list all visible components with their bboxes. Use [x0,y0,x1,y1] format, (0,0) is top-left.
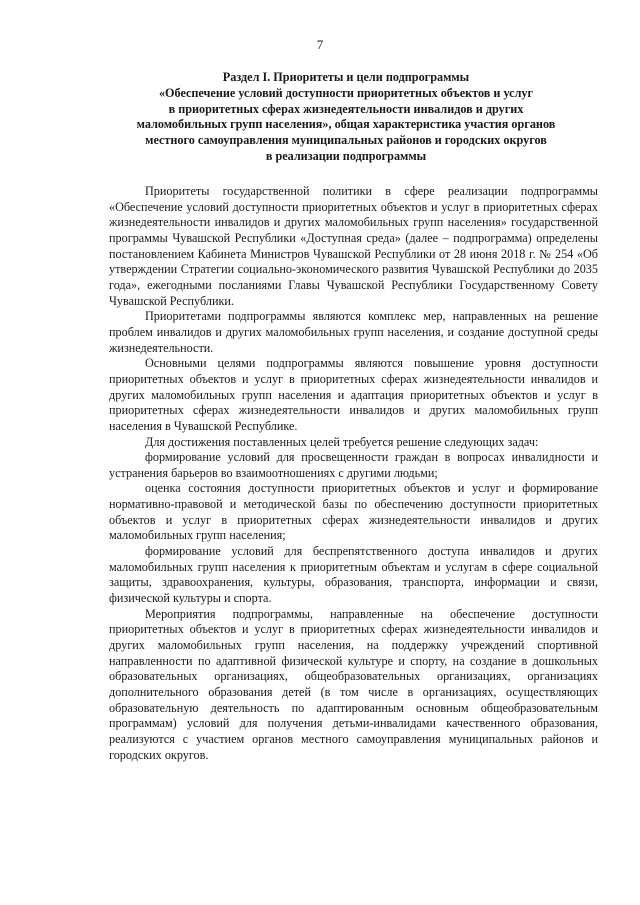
paragraph-subprogram-priorities: Приоритетами подпрограммы являются комплекс мер, направленных на решение проблем инвалидов и других маломобильных групп населения, и создание доступной среды жизнедеятельности. [109,309,598,355]
paragraph-priorities: Приоритеты государственной политики в сфере реализации подпрограммы «Обеспечение условий доступности приоритетных объектов и услуг в приоритетных сферах жизнедеятельности инвалидов и других маломобильных групп населения» государственной программы Чувашской Республики «Доступная среда» (далее – подпрограмма) определены постановлением Кабинета Министров Чувашской Республики от 28 июня 2018 г. № 254 «Об утверждении Стратегии социально-экономического развития Чувашской Республики до 2035 года», ежегодными посланиями Главы Чувашской Республики Государственному Совету Чувашской Республики. [109,184,598,308]
section-heading [96,70,596,165]
body-text [109,184,598,763]
paragraph-task-assessment: оценка состояния доступности приоритетных объектов и услуг и формирование нормативно-правовой и методической базы по обеспечению доступности приоритетных объектов и услуг в приоритетных сферах жизнедеятельности инвалидов и других маломобильных групп населения; [109,481,598,543]
section-heading-line: в приоритетных сферах жизнедеятельности инвалидов и других [168,101,524,116]
page-number: 7 [316,37,324,52]
section-heading-line: «Обеспечение условий доступности приоритетных объектов и услуг [158,85,534,100]
paragraph-measures: Мероприятия подпрограммы, направленные на обеспечение доступности приоритетных объектов и услуг в приоритетных сферах жизнедеятельности инвалидов и других маломобильных групп населения, на поддержку учреждений спортивной направленности по адаптивной физической культуре и спорту, на создание в дошкольных образовательных организациях, общеобразовательных организациях, организациях дополнительного образования детей (в том числе в организациях, осуществляющих образовательную деятельность по адаптированным основным общеобразовательным программам) условий для получения детьми-инвалидами качественного образования, реализуются с участием органов местного самоуправления муниципальных районов и городских округов. [109,606,598,762]
paragraph-task-awareness: формирование условий для просвещенности граждан в вопросах инвалидности и устранения барьеров во взаимоотношениях с другими людьми; [109,450,598,480]
section-heading-line: маломобильных групп населения», общая характеристика участия органов [136,117,556,132]
paragraph-main-goals: Основными целями подпрограммы являются повышение уровня доступности приоритетных объектов и услуг в приоритетных сферах жизнедеятельности инвалидов и других маломобильных групп населения и адаптация приоритетных объектов и услуг в приоритетных сферах жизнедеятельности инвалидов и других маломобильных групп населения в Чувашской Республике. [109,356,598,433]
paragraph-tasks-intro: Для достижения поставленных целей требуется решение следующих задач: [145,434,539,449]
section-heading-line: в реализации подпрограммы [265,148,427,163]
paragraph-task-access: формирование условий для беспрепятственного доступа инвалидов и других маломобильных групп населения к приоритетным объектам и услугам в сфере социальной защиты, здравоохранения, культуры, образования, транспорта, информации и связи, физической культуры и спорта. [109,544,598,606]
section-heading-line: местного самоуправления муниципальных районов и городских округов [145,133,547,148]
section-heading-line: Раздел I. Приоритеты и цели подпрограммы [222,70,470,84]
